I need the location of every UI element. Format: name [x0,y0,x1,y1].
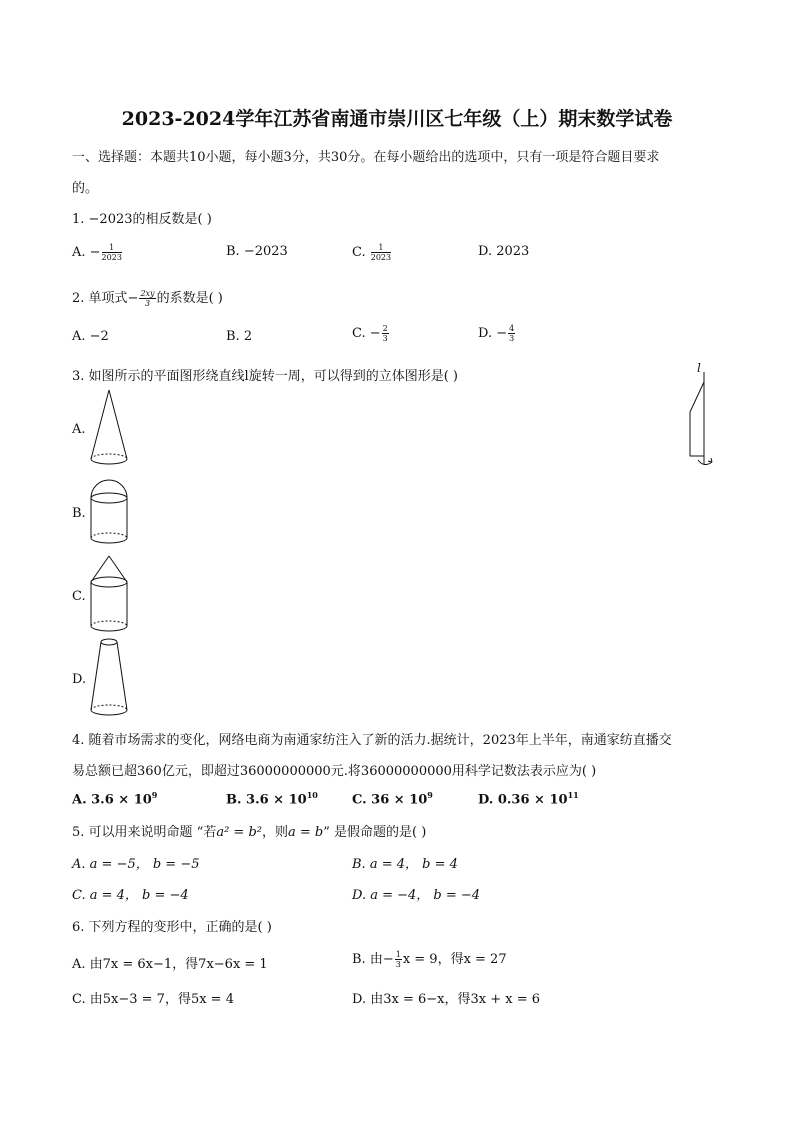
section-instructions-line1: 一、选择题：本题共10小题，每小题3分，共30分。在每小题给出的选项中，只有一项是符合题目要求 [72,150,660,165]
q2-option-d: D. − $\frac{4}{3}$ [478,324,515,343]
domed-cylinder-icon [88,478,130,550]
q4-option-c: C. $36 \times 10^9$ [352,790,433,808]
q1-a-fraction: $\frac{1}{2023}$ [101,243,122,262]
q4-option-b: B. $3.6 \times 10^{10}$ [226,790,318,808]
q3-stem: 3. 如图所示的平面图形绕直线l旋转一周，可以得到的立体图形是( ) [72,369,458,384]
q5-stem: 5. 可以用来说明命题 “若a² = b²，则a = b” 是假命题的是( ) [72,825,427,840]
q1-option-b: B. −2023 [226,244,288,259]
q5-option-d: D. a = −4， b = −4 [352,888,481,903]
q4-option-d: D. $0.36 \times 10^{11}$ [478,790,579,808]
q2-fraction: $\frac{2xy}{3}$ [140,289,155,308]
q2-c-fraction: $\frac{2}{3}$ [382,324,388,343]
q1-c-fraction: $\frac{1}{2023}$ [370,243,392,262]
q2-option-c: C. − $\frac{2}{3}$ [352,324,388,343]
q5-option-b: B. a = 4， b = 4 [352,857,458,872]
q1-option-d: D. 2023 [478,244,530,259]
q4-stem-line2: 易总额已超360亿元，即超过36000000000元.将36000000000用科学记数法表示应为( ) [72,764,597,779]
q6-option-b: B. 由− $\frac{1}{3}$ x = 9，得x = 27 [352,950,507,969]
q6-stem: 6. 下列方程的变形中，正确的是( ) [72,920,272,935]
q2-option-a: A. −2 [72,329,109,344]
frustum-icon [88,636,130,722]
cone-on-cylinder-icon [88,554,130,636]
q2-d-fraction: $\frac{4}{3}$ [509,324,515,343]
q5-option-c: C. a = 4， b = −4 [72,888,189,903]
q3-option-a-label: A. [72,422,86,437]
q4-option-a: A. $3.6 \times 10^9$ [72,790,158,808]
q3-option-c-label: C. [72,589,86,604]
q2-option-b: B. 2 [226,329,253,344]
section-instructions-line2: 的。 [72,181,99,196]
q6-option-d: D. 由3x = 6−x，得3x + x = 6 [352,992,540,1007]
q3-option-b-label: B. [72,506,86,521]
cone-icon [88,388,130,470]
q2-stem: 2. 单项式− $\frac{2xy}{3}$ 的系数是( ) [72,289,223,308]
q6-option-a: A. 由7x = 6x−1，得7x−6x = 1 [72,957,268,972]
q1-option-c: C. $\frac{1}{2023}$ [352,243,392,262]
q1-stem: 1. −2023的相反数是( ) [72,212,212,227]
q6-option-c: C. 由5x−3 = 7，得5x = 4 [72,992,234,1007]
q4-stem-line1: 4. 随着市场需求的变化，网络电商为南通家纺注入了新的活力.据统计，2023年上半年，南通家纺直播交 [72,733,672,748]
q3-option-d-label: D. [72,672,87,687]
axis-label: l [697,361,701,375]
rotation-figure [680,372,726,472]
q5-option-a: A. a = −5， b = −5 [72,857,200,872]
exam-title: 2023-2024学年江苏省南通市崇川区七年级（上）期末数学试卷 [121,108,673,130]
q1-option-a: A. − $\frac{1}{2023}$ [72,243,122,262]
q6-b-fraction: $\frac{1}{3}$ [395,950,401,969]
